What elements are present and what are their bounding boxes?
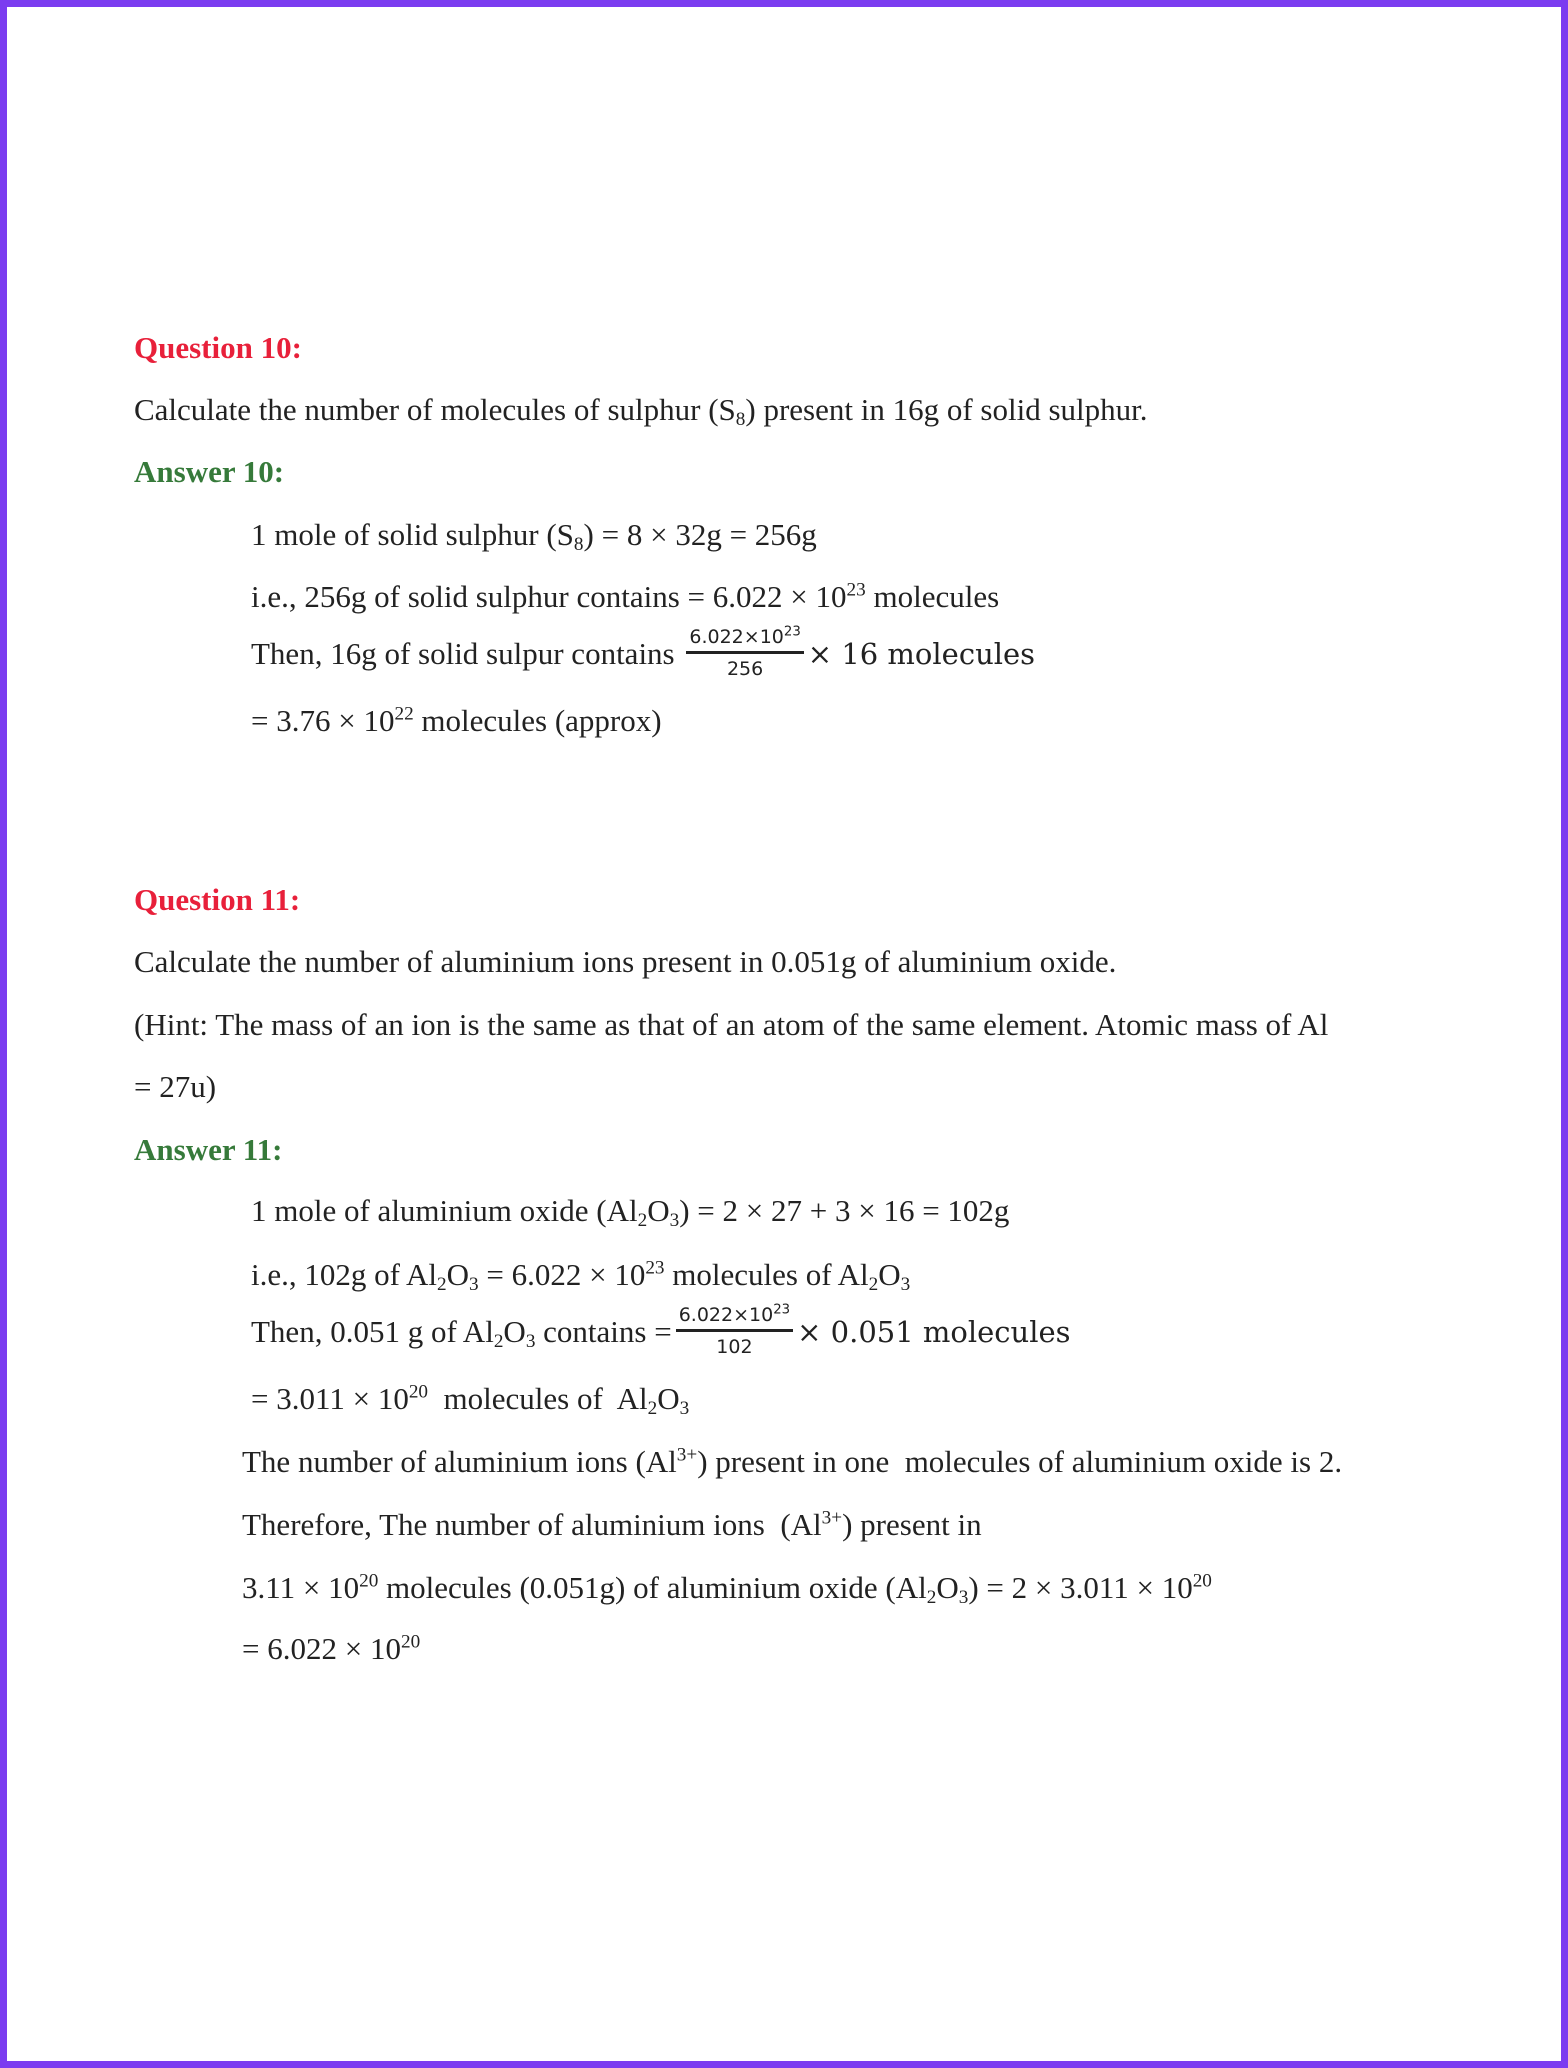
subscript: 3: [469, 1273, 479, 1295]
text: The number of aluminium ions (Al: [242, 1444, 677, 1479]
subscript: 3: [958, 1586, 969, 1608]
text: O: [446, 1257, 469, 1292]
answer-11-line-4: [251, 1381, 689, 1417]
question-11-heading: Question 11:: [134, 882, 301, 917]
subscript: 8: [573, 533, 584, 555]
text: = 6.022 × 10: [478, 1257, 646, 1292]
subscript: 2: [437, 1273, 447, 1295]
fraction: [676, 1304, 793, 1358]
text: O: [878, 1257, 901, 1292]
text: molecules of Al: [428, 1381, 648, 1416]
subscript: 2: [868, 1273, 879, 1295]
text: O: [657, 1381, 680, 1416]
question-10-text: [134, 392, 1147, 428]
subscript: 3: [525, 1330, 536, 1352]
fraction: [686, 626, 803, 680]
text: i.e., 256g of solid sulphur contains = 6.022 × 10: [251, 579, 847, 614]
superscript: 23: [645, 1257, 665, 1279]
subscript: 3: [669, 1209, 680, 1231]
answer-11-line-6: [242, 1507, 982, 1543]
text: i.e., 102g of Al: [251, 1257, 437, 1292]
question-11-hint-line-2: = 27u): [134, 1069, 217, 1104]
superscript: 3+: [821, 1507, 843, 1529]
subscript: 2: [493, 1330, 504, 1352]
text: ) = 8 × 32g = 256g: [583, 517, 817, 552]
text: = 3.76 × 10: [251, 703, 395, 738]
text: 3.11 × 10: [242, 1570, 360, 1605]
text: O: [936, 1570, 959, 1605]
subscript: 2: [926, 1586, 937, 1608]
text: O: [503, 1314, 526, 1350]
superscript: 3+: [676, 1444, 698, 1466]
subscript: 3: [900, 1273, 911, 1295]
superscript: 23: [846, 579, 866, 601]
superscript: 20: [400, 1631, 421, 1653]
answer-10-line-1: [251, 517, 817, 553]
answer-10-line-4: [251, 703, 662, 739]
fraction-numerator: [686, 626, 803, 654]
question-11-hint-line-1: (Hint: The mass of an ion is the same as that of an atom of the same element. Atomic mass of Al: [134, 1007, 1329, 1042]
text: Then, 0.051 g of Al: [251, 1314, 494, 1350]
question-11-text: Calculate the number of aluminium ions present in 0.051g of aluminium oxide.: [134, 944, 1117, 979]
subscript: 2: [637, 1209, 648, 1231]
text: molecules: [865, 579, 1000, 614]
text: = 6.022 × 10: [242, 1631, 401, 1666]
text: ) = 2 × 3.011 × 10: [968, 1570, 1193, 1605]
answer-11-line-2: [251, 1257, 910, 1293]
answer-10-heading: Answer 10:: [134, 454, 285, 489]
answer-11-line-7: [242, 1570, 1212, 1606]
text: molecules (0.051g) of aluminium oxide (Al: [378, 1570, 927, 1605]
answer-11-line-5: [242, 1444, 1342, 1480]
answer-11-line-1: [251, 1193, 1009, 1229]
superscript: 22: [394, 703, 414, 725]
text: Then, 16g of solid sulpur contains: [251, 636, 683, 672]
text: 1 mole of solid sulphur (S: [251, 517, 574, 552]
text: ) present in 16g of solid sulphur.: [745, 392, 1148, 427]
text: 6.022×10: [678, 1304, 774, 1326]
fraction-denominator: 102: [716, 1336, 753, 1358]
superscript: 20: [359, 1570, 379, 1592]
text: O: [647, 1193, 670, 1228]
text: 6.022×10: [689, 626, 784, 648]
subscript: 3: [679, 1397, 690, 1419]
text: contains =: [535, 1314, 672, 1350]
subscript: 8: [735, 408, 746, 430]
text: molecules of Al: [664, 1257, 869, 1292]
fraction-numerator: [676, 1304, 793, 1332]
answer-10-line-2: [251, 579, 999, 615]
text: × 16 molecules: [807, 637, 1036, 672]
subscript: 2: [647, 1397, 658, 1419]
superscript: 23: [783, 624, 801, 640]
text: ) = 2 × 27 + 3 × 16 = 102g: [679, 1193, 1010, 1228]
text: Therefore, The number of aluminium ions (Al: [242, 1507, 822, 1542]
text: molecules (approx): [413, 703, 662, 738]
answer-11-heading: Answer 11:: [134, 1132, 283, 1167]
text: × 0.051 molecules: [797, 1315, 1071, 1350]
text: ) present in one molecules of aluminium oxide is 2.: [697, 1444, 1343, 1479]
answer-11-line-3: [251, 1302, 1071, 1362]
question-10-heading: Question 10:: [134, 330, 302, 365]
text: 1 mole of aluminium oxide (Al: [251, 1193, 638, 1228]
superscript: 23: [773, 1302, 791, 1318]
text: = 3.011 × 10: [251, 1381, 409, 1416]
answer-11-line-8: [242, 1631, 420, 1667]
answer-10-line-3: [251, 624, 1036, 684]
fraction-denominator: 256: [726, 658, 764, 680]
text: Calculate the number of molecules of sulphur (S: [134, 392, 736, 427]
superscript: 20: [1192, 1570, 1212, 1592]
text: ) present in: [842, 1507, 982, 1542]
superscript: 20: [408, 1381, 429, 1403]
